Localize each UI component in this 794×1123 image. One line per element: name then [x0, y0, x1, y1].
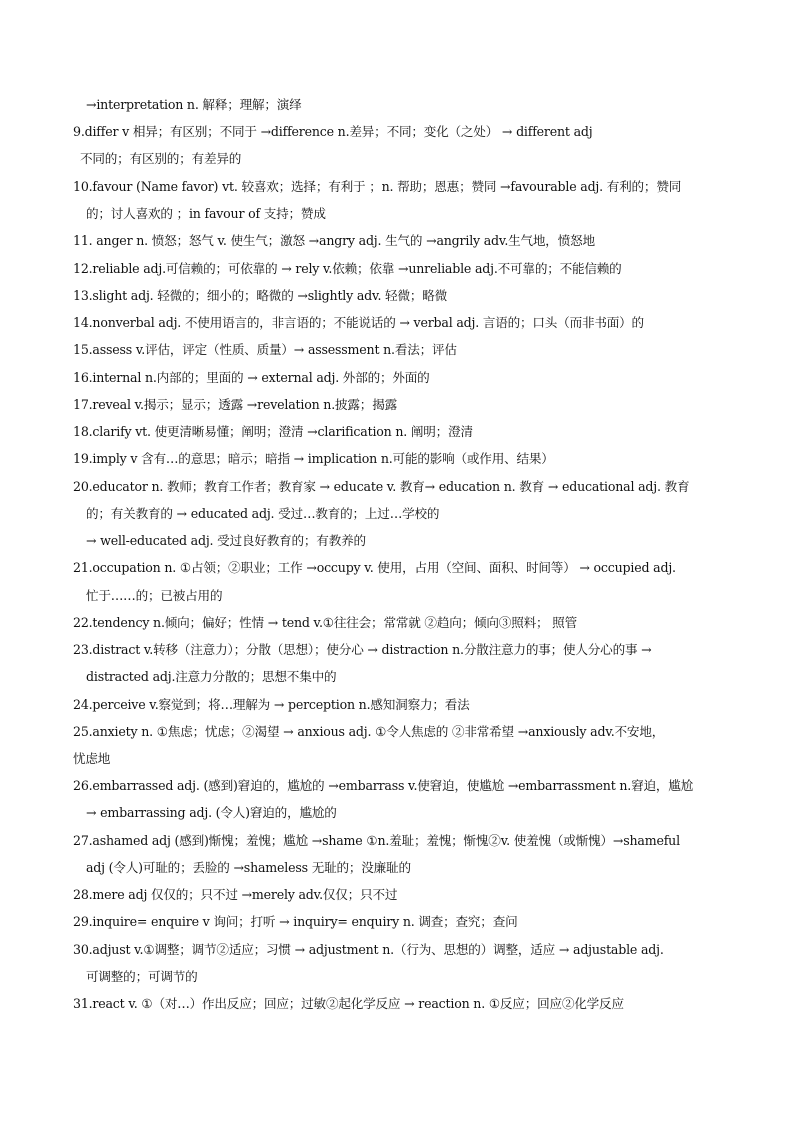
text-line: 13.slight adj. 轻微的；细小的；略微的 →slightly adv. 轻微；略微 — [73, 288, 448, 303]
text-line: 可调整的；可调节的 — [86, 969, 198, 984]
text-line: 忙于……的；已被占用的 — [86, 588, 223, 603]
text-line: → well-educated adj. 受过良好教育的；有教养的 — [86, 533, 366, 548]
text-line: 29.inquire= enquire v 询问；打听 → inquiry= enquiry n. 调查；查究；查问 — [73, 914, 518, 929]
text-line: 21.occupation n. ①占领；②职业；工作 →occupy v. 使用，占用（空间、面积、时间等） → occupied adj. — [73, 560, 676, 575]
text-line: 17.reveal v.揭示；显示；透露 →revelation n.披露；揭露 — [73, 397, 397, 412]
text-line: 18.clarify vt. 使更清晰易懂；阐明；澄清 →clarification n. 阐明；澄清 — [73, 424, 473, 439]
text-line: 16.internal n.内部的；里面的 → external adj. 外部的；外面的 — [73, 370, 430, 385]
text-line: 26.embarrassed adj. (感到)窘迫的，尴尬的 →embarrass v.使窘迫，使尴尬 →embarrassment n.窘迫，尴尬 — [73, 778, 694, 793]
text-line: 的；讨人喜欢的 ；in favour of 支持；赞成 — [86, 206, 326, 221]
text-line: 30.adjust v.①调整；调节②适应；习惯 → adjustment n.（行为、思想的）调整，适应 → adjustable adj. — [73, 942, 664, 957]
text-line: 19.imply v 含有…的意思；暗示；暗指 → implication n.可能的影响（或作用、结果） — [73, 451, 554, 466]
text-line: 9.differ v 相异；有区别；不同于 →difference n.差异；不同；变化（之处） → different adj — [73, 124, 593, 139]
text-line: →interpretation n. 解释；理解；演绎 — [86, 97, 302, 112]
text-line: 14.nonverbal adj. 不使用语言的，非言语的；不能说话的 → verbal adj. 言语的；口头（而非书面）的 — [73, 315, 644, 330]
text-line: distracted adj.注意力分散的；思想不集中的 — [86, 669, 337, 684]
text-line: 忧虑地 — [73, 751, 111, 766]
text-line: 23.distract v.转移（注意力）；分散（思想）；使分心 → distraction n.分散注意力的事；使人分心的事 → — [73, 642, 652, 657]
text-line: 12.reliable adj.可信赖的；可依靠的 → rely v.依赖；依靠 →unreliable adj.不可靠的；不能信赖的 — [73, 261, 622, 276]
text-line: 22.tendency n.倾向；偏好；性情 → tend v.①往往会；常常就 ②趋向；倾向③照料； 照管 — [73, 615, 577, 630]
text-line: 15.assess v.评估，评定（性质、质量）→ assessment n.看法；评估 — [73, 342, 457, 357]
text-line: 25.anxiety n. ①焦虑；忧虑；②渴望 → anxious adj. ①令人焦虑的 ②非常希望 →anxiously adv.不安地， — [73, 724, 665, 739]
text-line: 31.react v. ①（对…）作出反应；回应；过敏②起化学反应 → reaction n. ①反应；回应②化学反应 — [73, 996, 624, 1011]
text-line: 24.perceive v.察觉到；将…理解为 → perception n.感知洞察力；看法 — [73, 697, 470, 712]
text-line: 10.favour (Name favor) vt. 较喜欢；选择；有利于 ；n. 帮助；恩惠；赞同 →favourable adj. 有利的；赞同 — [73, 179, 682, 194]
text-line: 27.ashamed adj (感到)惭愧；羞愧；尴尬 →shame ①n.羞耻；羞愧；惭愧②v. 使羞愧（或惭愧）→shameful — [73, 833, 680, 848]
text-line: → embarrassing adj. (令人)窘迫的，尴尬的 — [86, 805, 337, 820]
text-line: 不同的；有区别的；有差异的 — [80, 151, 242, 166]
text-line: 28.mere adj 仅仅的；只不过 →merely adv.仅仅；只不过 — [73, 887, 398, 902]
text-line: 20.educator n. 教师；教育工作者；教育家 → educate v. 教育→ education n. 教育 → educational adj. 教育 — [73, 479, 690, 494]
text-line: 11. anger n. 愤怒；怒气 v. 使生气；激怒 →angry adj. 生气的 →angrily adv.生气地，愤怒地 — [73, 233, 595, 248]
text-line: adj (令人)可耻的；丢脸的 →shameless 无耻的；没廉耻的 — [86, 860, 411, 875]
text-line: 的；有关教育的 → educated adj. 受过…教育的；上过…学校的 — [86, 506, 440, 521]
